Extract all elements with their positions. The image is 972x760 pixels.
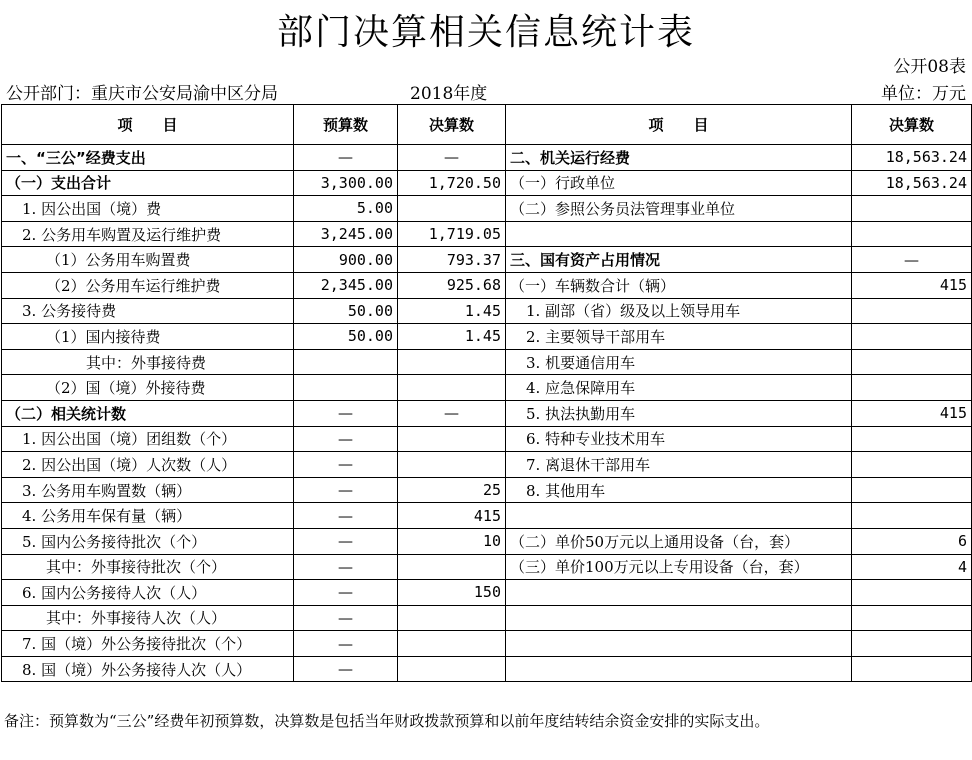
left-budget-value: — [294, 554, 398, 580]
header-final-2: 决算数 [852, 105, 972, 145]
right-final-value: 18,563.24 [852, 170, 972, 196]
left-item-label: 2. 因公出国（境）人次数（人） [2, 452, 294, 478]
table-row [2, 298, 972, 324]
right-final-value: 6 [852, 528, 972, 554]
table-row [2, 554, 972, 580]
table-row [2, 400, 972, 426]
right-final-value [852, 503, 972, 529]
department-label: 公开部门：重庆市公安局渝中区分局 [6, 84, 278, 104]
header-item: 项 目 [2, 105, 294, 145]
left-item-label: 一、“三公”经费支出 [2, 145, 294, 171]
left-final-value [398, 452, 506, 478]
left-item-label: （2）国（境）外接待费 [2, 375, 294, 401]
right-item-label: 3. 机要通信用车 [506, 349, 852, 375]
right-final-value [852, 375, 972, 401]
right-final-value: 415 [852, 400, 972, 426]
left-budget-value: — [294, 631, 398, 657]
table-row [2, 272, 972, 298]
right-item-label: 4. 应急保障用车 [506, 375, 852, 401]
right-item-label [506, 503, 852, 529]
left-final-value [398, 631, 506, 657]
left-item-label: 1. 因公出国（境）团组数（个） [2, 426, 294, 452]
left-item-label: （1）公务用车购置费 [2, 247, 294, 273]
right-item-label: 5. 执法执勤用车 [506, 400, 852, 426]
right-final-value [852, 605, 972, 631]
right-item-label: （二）参照公务员法管理事业单位 [506, 196, 852, 222]
table-row [2, 452, 972, 478]
table-body [2, 145, 972, 682]
table-row [2, 349, 972, 375]
left-budget-value [294, 349, 398, 375]
left-item-label: （二）相关统计数 [2, 400, 294, 426]
left-item-label: 8. 国（境）外公务接待人次（人） [2, 656, 294, 682]
right-item-label: 二、机关运行经费 [506, 145, 852, 171]
table-row [2, 477, 972, 503]
form-number: 公开08表 [893, 57, 966, 77]
right-item-label [506, 221, 852, 247]
left-final-value [398, 196, 506, 222]
left-budget-value: — [294, 426, 398, 452]
left-item-label: 2. 公务用车购置及运行维护费 [2, 221, 294, 247]
left-budget-value: — [294, 503, 398, 529]
right-item-label [506, 605, 852, 631]
left-item-label: 其中：外事接待批次（个） [2, 554, 294, 580]
left-final-value: 925.68 [398, 272, 506, 298]
table-row [2, 503, 972, 529]
left-final-value: 25 [398, 477, 506, 503]
left-final-value [398, 605, 506, 631]
right-item-label: 2. 主要领导干部用车 [506, 324, 852, 350]
left-item-label: 6. 国内公务接待人次（人） [2, 580, 294, 606]
right-item-label: 1. 副部（省）级及以上领导用车 [506, 298, 852, 324]
table-row [2, 170, 972, 196]
left-budget-value: — [294, 605, 398, 631]
table-row [2, 656, 972, 682]
left-budget-value: — [294, 452, 398, 478]
left-final-value: — [398, 400, 506, 426]
left-item-label: （一）支出合计 [2, 170, 294, 196]
left-final-value: 10 [398, 528, 506, 554]
table-row [2, 605, 972, 631]
left-final-value [398, 656, 506, 682]
left-item-label: 3. 公务接待费 [2, 298, 294, 324]
left-budget-value: 50.00 [294, 298, 398, 324]
right-item-label [506, 580, 852, 606]
fiscal-year: 2018年度 [410, 84, 488, 104]
right-final-value [852, 221, 972, 247]
table-row [2, 426, 972, 452]
right-item-label: （三）单价100万元以上专用设备（台，套） [506, 554, 852, 580]
left-item-label: 7. 国（境）外公务接待批次（个） [2, 631, 294, 657]
right-item-label: （一）行政单位 [506, 170, 852, 196]
header-item-2: 项 目 [506, 105, 852, 145]
statistics-table [1, 104, 972, 682]
right-item-label: 6. 特种专业技术用车 [506, 426, 852, 452]
unit-label: 单位：万元 [881, 84, 966, 104]
right-item-label: 8. 其他用车 [506, 477, 852, 503]
table-row [2, 145, 972, 171]
left-budget-value: 50.00 [294, 324, 398, 350]
left-item-label: 其中：外事接待费 [2, 349, 294, 375]
left-final-value: 415 [398, 503, 506, 529]
left-item-label: 5. 国内公务接待批次（个） [2, 528, 294, 554]
right-final-value: 4 [852, 554, 972, 580]
left-item-label: （1）国内接待费 [2, 324, 294, 350]
table-row [2, 196, 972, 222]
right-final-value: 415 [852, 272, 972, 298]
left-item-label: 其中：外事接待人次（人） [2, 605, 294, 631]
right-final-value [852, 656, 972, 682]
left-final-value [398, 375, 506, 401]
left-final-value: 1.45 [398, 324, 506, 350]
left-final-value [398, 554, 506, 580]
left-budget-value: — [294, 656, 398, 682]
left-budget-value [294, 375, 398, 401]
table-row [2, 528, 972, 554]
right-final-value [852, 349, 972, 375]
left-item-label: （2）公务用车运行维护费 [2, 272, 294, 298]
left-budget-value: 3,300.00 [294, 170, 398, 196]
right-final-value [852, 324, 972, 350]
left-final-value: 150 [398, 580, 506, 606]
left-budget-value: 3,245.00 [294, 221, 398, 247]
right-item-label: （二）单价50万元以上通用设备（台，套） [506, 528, 852, 554]
table-row [2, 247, 972, 273]
left-final-value: 793.37 [398, 247, 506, 273]
left-budget-value: — [294, 580, 398, 606]
table-row [2, 221, 972, 247]
left-budget-value: 2,345.00 [294, 272, 398, 298]
right-final-value [852, 426, 972, 452]
right-final-value [852, 631, 972, 657]
right-item-label: （一）车辆数合计（辆） [506, 272, 852, 298]
left-final-value: 1,720.50 [398, 170, 506, 196]
table-row [2, 580, 972, 606]
right-final-value [852, 580, 972, 606]
right-final-value: 18,563.24 [852, 145, 972, 171]
header-final: 决算数 [398, 105, 506, 145]
left-item-label: 1. 因公出国（境）费 [2, 196, 294, 222]
table-header-row [2, 105, 972, 145]
left-budget-value: — [294, 528, 398, 554]
table-row [2, 324, 972, 350]
right-final-value [852, 452, 972, 478]
right-final-value [852, 477, 972, 503]
left-final-value [398, 426, 506, 452]
footnote: 备注：预算数为“三公”经费年初预算数，决算数是包括当年财政拨款预算和以前年度结转结余资金安排的实际支出。 [4, 712, 770, 730]
left-final-value: 1,719.05 [398, 221, 506, 247]
right-item-label [506, 631, 852, 657]
table-row [2, 375, 972, 401]
left-item-label: 4. 公务用车保有量（辆） [2, 503, 294, 529]
left-item-label: 3. 公务用车购置数（辆） [2, 477, 294, 503]
left-final-value: — [398, 145, 506, 171]
left-final-value: 1.45 [398, 298, 506, 324]
left-budget-value: — [294, 145, 398, 171]
right-final-value: — [852, 247, 972, 273]
right-final-value [852, 196, 972, 222]
right-final-value [852, 298, 972, 324]
right-item-label [506, 656, 852, 682]
right-item-label: 7. 离退休干部用车 [506, 452, 852, 478]
page-title: 部门决算相关信息统计表 [276, 12, 695, 53]
table-row [2, 631, 972, 657]
left-budget-value: — [294, 400, 398, 426]
left-budget-value: 5.00 [294, 196, 398, 222]
left-final-value [398, 349, 506, 375]
left-budget-value: 900.00 [294, 247, 398, 273]
left-budget-value: — [294, 477, 398, 503]
right-item-label: 三、国有资产占用情况 [506, 247, 852, 273]
header-budget: 预算数 [294, 105, 398, 145]
